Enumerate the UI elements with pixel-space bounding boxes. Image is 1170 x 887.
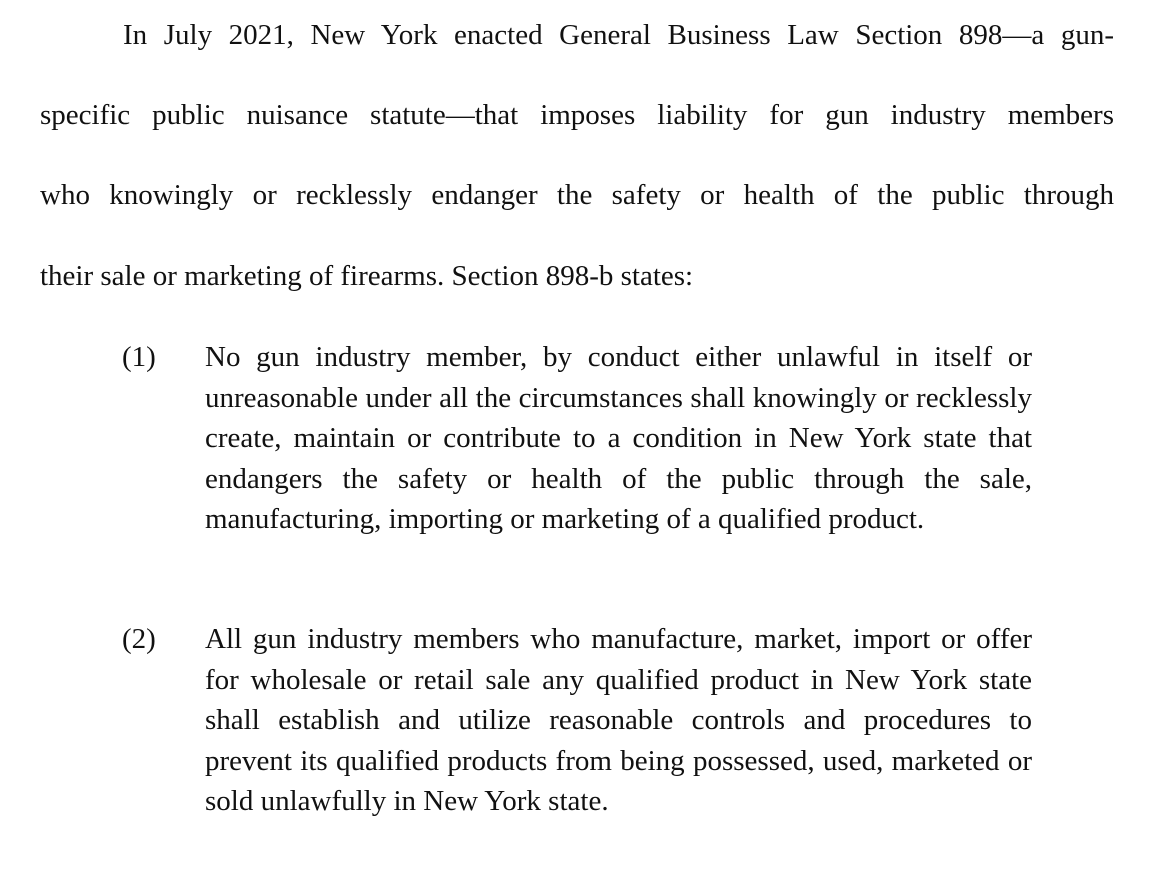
subsection-number: (2)	[122, 623, 156, 655]
subsection-text: All gun industry members who manufacture, market, import or offer for wholesale or retail sale any qualified product in New York state shall establish and utilize reasonable controls and procedures to prevent its qualified products from being possessed, used, marketed or sold unlawfully in New York state.	[205, 623, 1032, 817]
subsection-number: (1)	[122, 341, 156, 373]
intro-paragraph-line-1: In July 2021, New York enacted General Business Law Section 898—a gun-	[123, 19, 1114, 51]
subsection-text: No gun industry member, by conduct either unlawful in itself or unreasonable under all the circumstances shall knowingly or recklessly create, maintain or contribute to a condition in New York state that endangers the safety or health of the public through the sale, manufacturing, importing or marketing of a qualified product.	[205, 341, 1032, 535]
intro-paragraph-line-3: who knowingly or recklessly endanger the safety or health of the public through	[40, 179, 1114, 211]
intro-paragraph-line-2: specific public nuisance statute—that imposes liability for gun industry members	[40, 99, 1114, 131]
intro-paragraph-line-4: their sale or marketing of firearms. Section 898-b states:	[40, 260, 694, 292]
